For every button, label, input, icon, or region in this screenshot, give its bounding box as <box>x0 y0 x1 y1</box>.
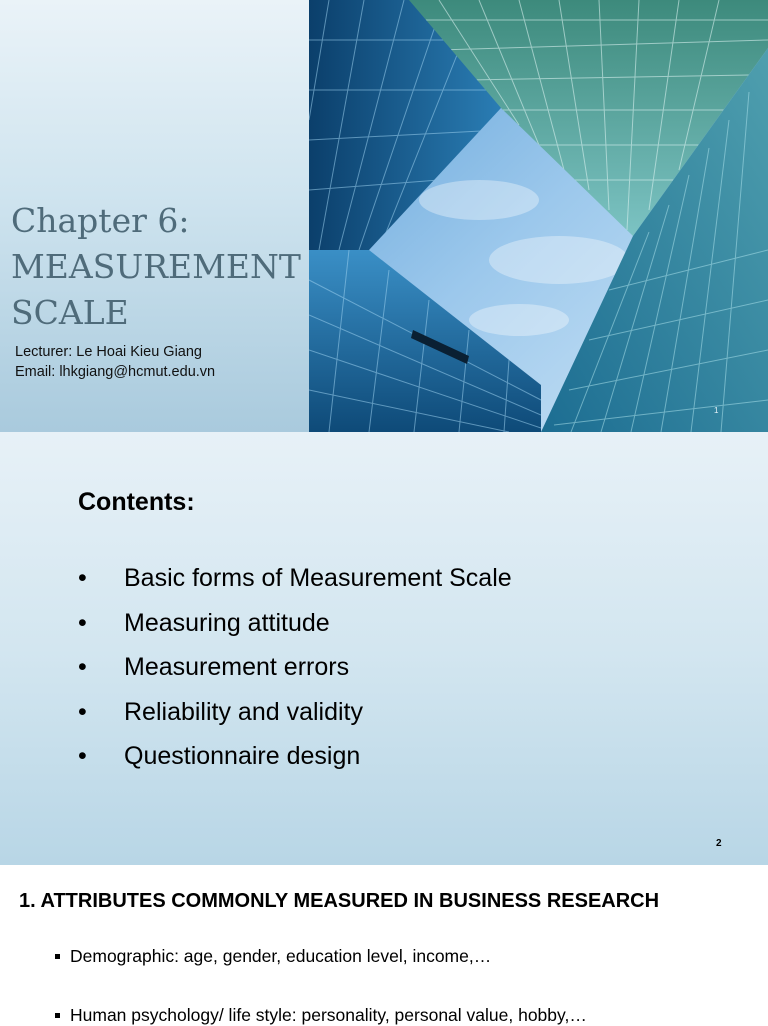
list-item <box>78 649 638 694</box>
list-item <box>55 946 491 967</box>
section-heading: 1. ATTRIBUTES COMMONLY MEASURED IN BUSINESS RESEARCH <box>19 890 660 912</box>
slide-1 <box>0 0 768 432</box>
list-item-text: Demographic: age, gender, education level, income,… <box>70 946 492 966</box>
title-line-2: MEASUREMENT <box>11 247 301 286</box>
list-item-text: Measurement errors <box>124 653 350 681</box>
list-item-text: Measuring attitude <box>124 608 330 637</box>
list-item <box>55 1005 587 1026</box>
list-item-text: Questionnaire design <box>124 742 361 770</box>
lecturer-info <box>15 342 215 382</box>
bullet-icon: • <box>78 608 87 637</box>
list-item <box>78 738 638 783</box>
list-item <box>78 560 638 605</box>
square-bullet-icon <box>55 1013 60 1018</box>
contents-list <box>78 560 638 783</box>
list-item <box>78 605 638 650</box>
bullet-icon: • <box>78 653 87 681</box>
list-item-text: Reliability and validity <box>124 697 364 726</box>
list-item <box>78 694 638 739</box>
slide-number: 2 <box>716 838 722 849</box>
bullet-icon: • <box>78 742 87 770</box>
contents-heading: Contents: <box>78 488 195 516</box>
slide-number: 1 <box>714 406 719 415</box>
title-panel <box>0 0 309 432</box>
bullet-icon: • <box>78 564 87 592</box>
title-line-3: SCALE <box>11 293 129 332</box>
slide-3 <box>0 865 768 1024</box>
list-item-text: Human psychology/ life style: personality, personal value, hobby,… <box>70 1005 587 1025</box>
title-line-1: Chapter 6: <box>11 201 190 240</box>
lecturer-name: Lecturer: Le Hoai Kieu Giang <box>15 344 202 360</box>
lecturer-email: Email: lhkgiang@hcmut.edu.vn <box>15 364 216 380</box>
building-photo <box>309 0 768 432</box>
square-bullet-icon <box>55 954 60 959</box>
list-item-text: Basic forms of Measurement Scale <box>124 564 512 592</box>
slide-title <box>11 198 301 336</box>
bullet-icon: • <box>78 697 87 726</box>
